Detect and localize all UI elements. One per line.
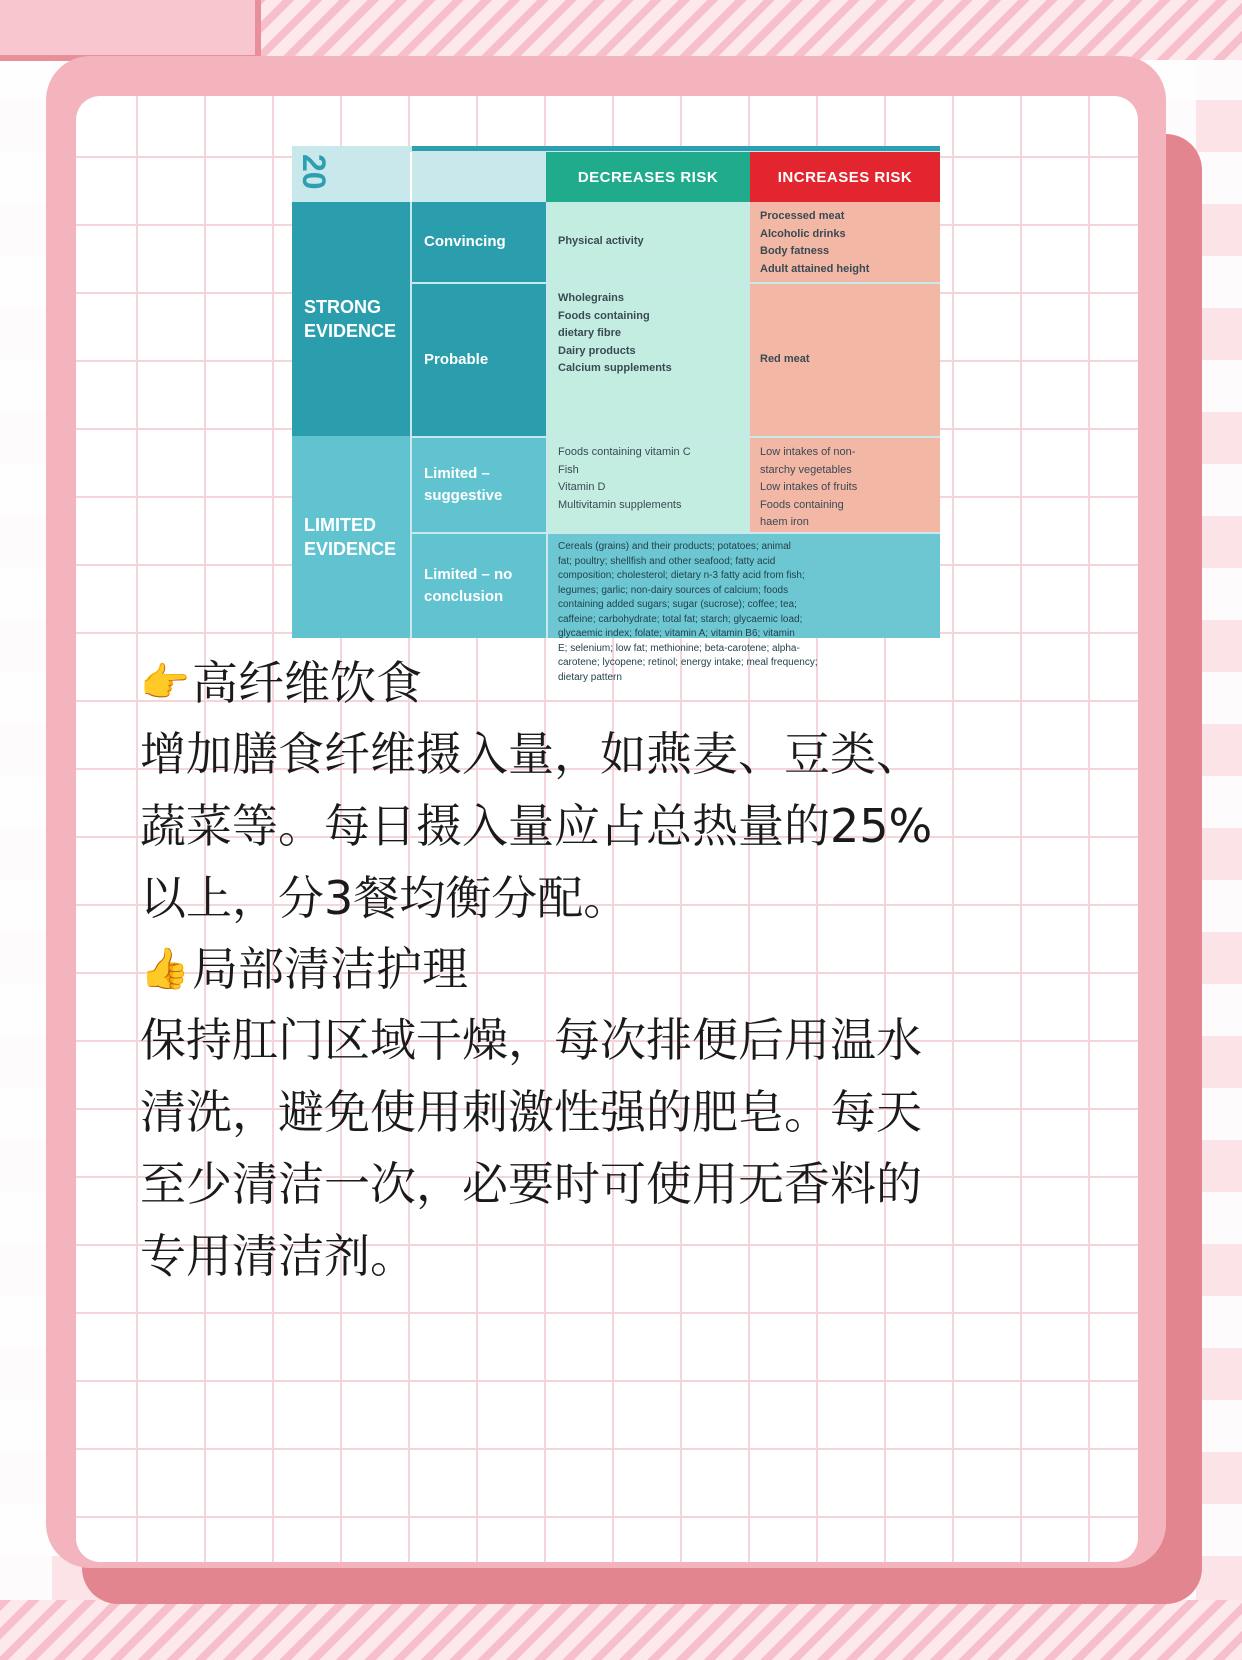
bottom-stripe-decoration bbox=[0, 1600, 1242, 1660]
decreases-convincing-cell bbox=[548, 202, 748, 282]
cell-line: containing added sugars; sugar (sucrose); coffee; tea; bbox=[558, 599, 797, 610]
body-line: 保持肛门区域干燥，每次排便后用温水 bbox=[140, 1013, 922, 1067]
cell-line: Alcoholic drinks bbox=[760, 227, 846, 240]
cell-line: glycaemic index; folate; vitamin A; vitamin B6; vitamin bbox=[558, 628, 795, 639]
increases-risk-header: INCREASES RISK bbox=[750, 152, 940, 202]
increases-convincing-cell bbox=[750, 202, 940, 282]
body-line: 至少清洁一次，必要时可使用无香料的 bbox=[140, 1157, 922, 1211]
section-title: 高纤维饮食 bbox=[192, 656, 422, 710]
cell-line: Multivitamin supplements bbox=[558, 498, 682, 511]
body-line: 增加膳食纤维摄入量，如燕麦、豆类、 bbox=[140, 727, 922, 781]
cell-line: carotene; lycopene; retinol; energy intake; meal frequency; bbox=[558, 657, 818, 668]
cell-line: Red meat bbox=[760, 353, 810, 366]
cell-line: Body fatness bbox=[760, 245, 830, 258]
strong-evidence-band: STRONG EVIDENCE bbox=[292, 202, 410, 436]
table-corner bbox=[292, 146, 410, 201]
cell-line: Low intakes of fruits bbox=[760, 481, 858, 494]
cell-line: haem iron bbox=[760, 516, 809, 529]
section-body-cleaning bbox=[140, 1004, 1040, 1292]
body-line: 专用清洁剂。 bbox=[140, 1229, 416, 1283]
cell-line: legumes; garlic; non-dairy sources of calcium; foods bbox=[558, 584, 789, 596]
section-heading-fiber bbox=[140, 648, 1040, 718]
cell-line: Cereals (grains) and their products; potatoes; animal bbox=[558, 541, 791, 552]
cell-line: Physical activity bbox=[558, 235, 644, 248]
cell-line: Foods containing vitamin C bbox=[558, 446, 691, 458]
cell-line: fat; poultry; shellfish and other seafood; fatty acid bbox=[558, 555, 776, 567]
level-convincing: Convincing bbox=[412, 202, 546, 282]
corner-number: 20 bbox=[296, 154, 332, 190]
cell-line: Low intakes of non- bbox=[760, 446, 856, 458]
cell-line: Fish bbox=[558, 463, 579, 476]
cell-line: Processed meat bbox=[760, 210, 845, 222]
decreases-probable-cell bbox=[548, 284, 748, 436]
increases-probable-cell bbox=[750, 284, 940, 436]
cell-line: Foods containing bbox=[558, 309, 650, 322]
body-line: 以上，分3餐均衡分配。 bbox=[140, 871, 630, 925]
level-limited-suggestive: Limited – suggestive bbox=[412, 438, 546, 532]
table-top-rule bbox=[412, 146, 940, 151]
body-line: 清洗，避免使用刺激性强的肥皂。每天 bbox=[140, 1085, 922, 1139]
cell-line: Wholegrains bbox=[558, 292, 625, 304]
corner-tab-decoration bbox=[0, 0, 261, 61]
thumbs-up-icon: 👍 bbox=[140, 946, 190, 992]
cell-line: dietary pattern bbox=[558, 671, 622, 683]
evidence-table-image bbox=[292, 146, 940, 683]
level-probable: Probable bbox=[412, 284, 546, 436]
limited-evidence-band: LIMITED EVIDENCE bbox=[292, 436, 410, 638]
cell-line: starchy vegetables bbox=[760, 463, 852, 476]
decreases-risk-header: DECREASES RISK bbox=[546, 152, 750, 202]
level-header-cell bbox=[410, 152, 548, 202]
pointing-hand-icon: 👉 bbox=[140, 660, 190, 706]
cell-line: Adult attained height bbox=[760, 262, 870, 275]
cell-line: dietary fibre bbox=[558, 327, 621, 340]
article-text bbox=[140, 648, 1040, 1292]
cell-line: Dairy products bbox=[558, 344, 636, 357]
cell-line: Vitamin D bbox=[558, 481, 606, 494]
section-heading-cleaning bbox=[140, 934, 1040, 1004]
level-limited-no-conclusion: Limited – no conclusion bbox=[412, 534, 546, 638]
decreases-limited-cell bbox=[548, 438, 748, 532]
no-conclusion-cell bbox=[548, 534, 940, 683]
section-body-fiber bbox=[140, 718, 1040, 934]
body-line: 蔬菜等。每日摄入量应占总热量的25% bbox=[140, 799, 933, 853]
cell-line: composition; cholesterol; dietary n-3 fatty acid from fish; bbox=[558, 570, 805, 581]
cell-line: Calcium supplements bbox=[558, 362, 672, 375]
cell-line: E; selenium; low fat; methionine; beta-carotene; alpha- bbox=[558, 642, 800, 654]
cell-line: caffeine; carbohydrate; total fat; starch; glycaemic load; bbox=[558, 613, 803, 625]
section-title: 局部清洁护理 bbox=[192, 942, 468, 996]
cell-line: Foods containing bbox=[760, 498, 844, 511]
increases-limited-cell bbox=[750, 438, 940, 532]
